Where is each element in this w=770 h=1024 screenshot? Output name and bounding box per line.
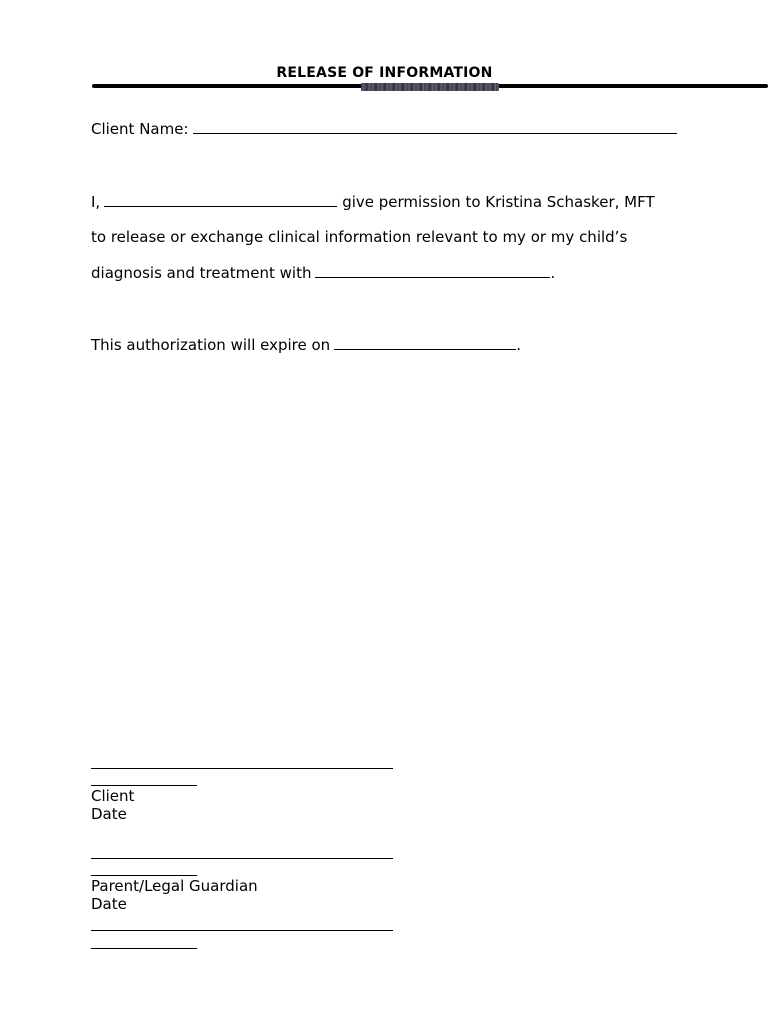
expiration-period: . — [516, 336, 521, 354]
permission-line-3-text: diagnosis and treatment with — [91, 264, 312, 282]
additional-date-line[interactable] — [91, 948, 197, 949]
permission-line-3 — [91, 263, 555, 282]
release-to-blank[interactable] — [315, 263, 550, 278]
permission-line-2 — [91, 228, 627, 246]
permission-line-2-text: to release or exchange clinical information relevant to my or my child’s — [91, 228, 628, 246]
client-date-label: Date — [91, 805, 127, 823]
permission-line-1 — [91, 192, 655, 211]
client-signature-line[interactable] — [91, 768, 393, 769]
guardian-date-line[interactable] — [91, 875, 197, 876]
permission-line-3-period: . — [550, 264, 556, 282]
expiration-line — [91, 335, 521, 354]
additional-signature-line[interactable] — [91, 930, 393, 931]
permission-prefix: I, — [91, 193, 101, 211]
expiration-date-blank[interactable] — [334, 335, 516, 350]
client-name-blank[interactable] — [193, 119, 677, 134]
title-rule-accent — [361, 83, 499, 91]
guardian-signature-line[interactable] — [91, 858, 393, 859]
document-title: RELEASE OF INFORMATION — [276, 65, 493, 81]
guardian-label: Parent/Legal Guardian — [91, 877, 258, 895]
client-date-line[interactable] — [91, 785, 197, 786]
client-name-label: Client Name: — [91, 120, 189, 138]
expiration-text: This authorization will expire on — [91, 336, 331, 354]
client-label: Client — [91, 787, 135, 805]
patient-name-blank[interactable] — [104, 192, 337, 207]
client-name-line — [91, 119, 677, 138]
permission-line-1-text: give permission to Kristina Schasker, MFT — [342, 193, 655, 211]
guardian-date-label: Date — [91, 895, 127, 913]
